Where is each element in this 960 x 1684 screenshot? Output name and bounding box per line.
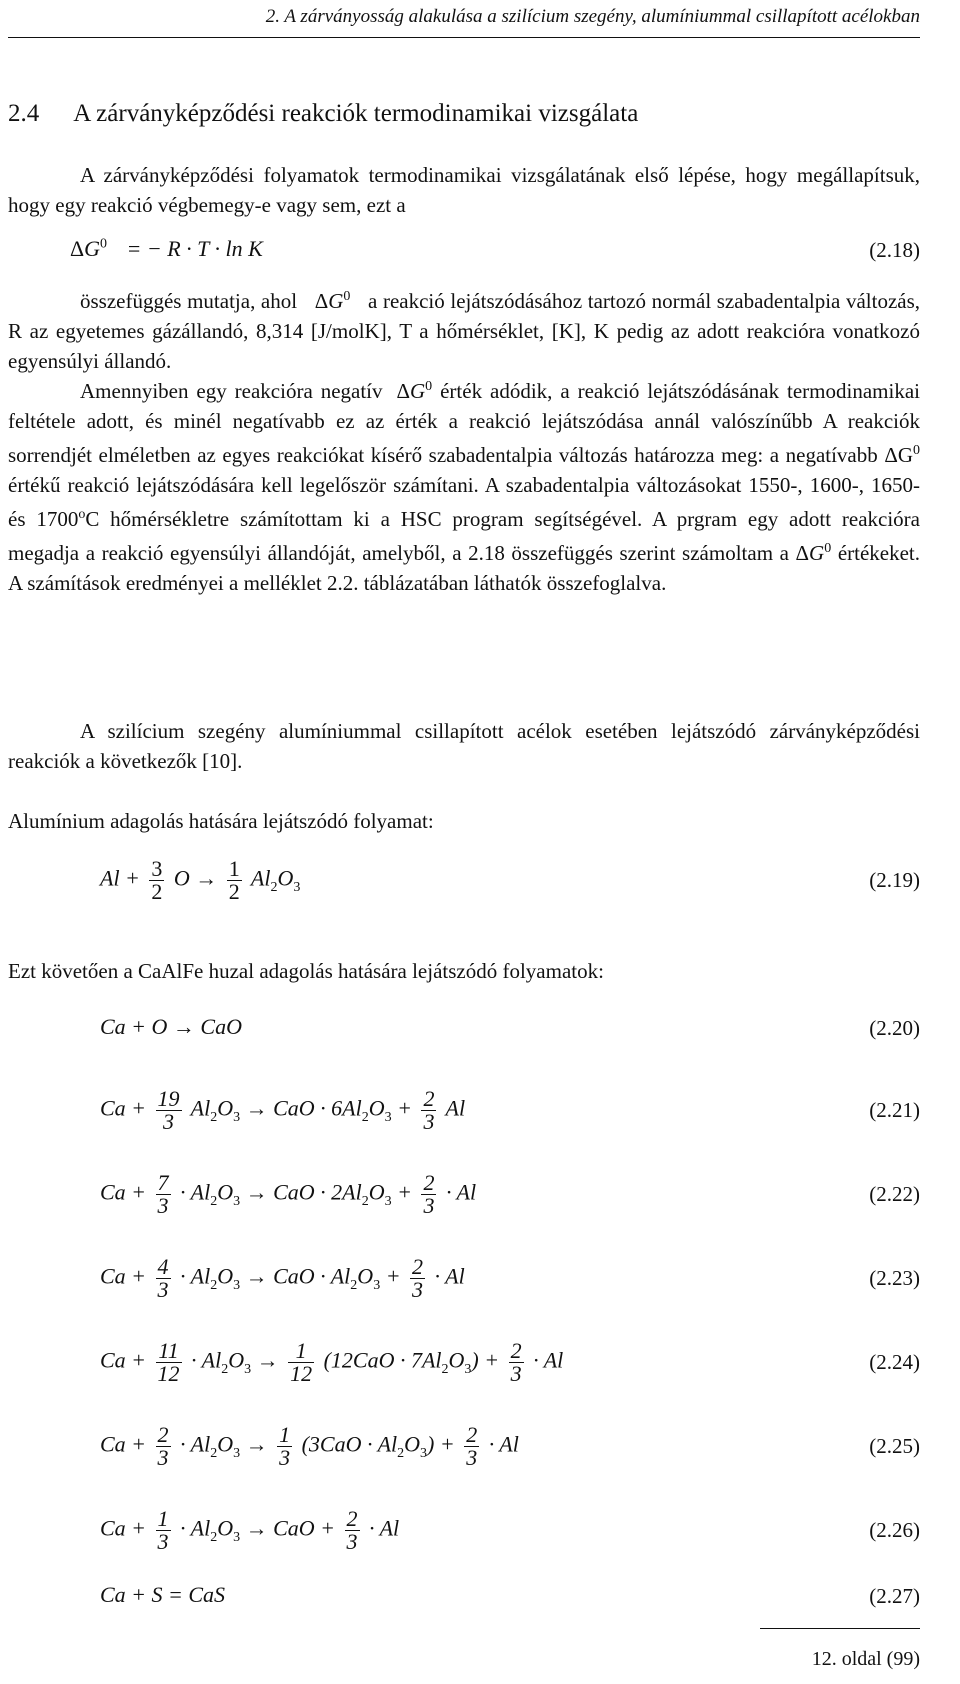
text-run: értékű reakció lejátszódására kell legelőször számítani. A szabadentalpia változásokat 1550-, 1600-, 1650- és 1700 — [8, 473, 920, 531]
equation-number: (2.24) — [869, 1350, 920, 1374]
text-run: érték adódik, a reakció lejátszódásának termodinamikai feltétele adott, és minél negatívabb ez az érték a reakció lejátszódása annál valószínűbb A reakciók sorrendjét elméletben az egyes reakciókat kísérő szabadentalpia változás határozza meg: a negatívabb — [8, 379, 920, 467]
delta-symbol: Δ — [884, 443, 898, 467]
equation-number: (2.23) — [869, 1266, 920, 1290]
equation-number: (2.22) — [869, 1182, 920, 1206]
superscript: 0 — [913, 443, 920, 458]
paragraph-cafe: Ezt követően a CaAlFe huzal adagolás hatására lejátszódó folyamatok: — [8, 959, 604, 983]
section-title: A zárványképződési reakciók termodinamikai vizsgálata — [73, 100, 639, 127]
page-number: 12. oldal (99) — [811, 1648, 920, 1670]
paragraph-aluminium: Alumínium adagolás hatására lejátszódó folyamat: — [8, 809, 434, 833]
running-header: 2. A zárványosság alakulása a szilícium szegény, alumíniummal csillapított acélokban — [265, 6, 920, 27]
g-symbol: G — [897, 443, 913, 467]
paragraph-definition — [8, 282, 920, 376]
paragraph-reactions-intro: A szilícium szegény alumíniummal csillapított acélok esetében lejátszódó zárványképződési reakciók a következők [10]. — [8, 719, 920, 773]
paragraph-criteria — [8, 372, 920, 598]
equation-number: (2.19) — [869, 868, 920, 892]
equation-number: (2.26) — [869, 1518, 920, 1542]
delta-g0 — [315, 289, 351, 313]
eq-rhs: = − R · T · ln K — [126, 236, 263, 261]
paragraph-intro: A zárványképződési folyamatok termodinamikai vizsgálatának első lépése, hogy megállapítsuk, hogy egy reakció végbemegy-e vagy sem, ezt a — [8, 163, 920, 217]
g-symbol: G — [409, 379, 426, 403]
g-symbol: G — [328, 289, 344, 313]
superscript: 0 — [343, 289, 351, 304]
eq-superscript: 0 — [100, 236, 108, 252]
header-divider — [8, 37, 920, 38]
equation-number: (2.21) — [869, 1098, 920, 1122]
text-run: értékeket. A számítások eredményei a melléklet 2.2. táblázatában láthatók összefoglalva. — [8, 541, 921, 595]
equation-number: (2.18) — [869, 238, 920, 262]
superscript: 0 — [425, 379, 433, 394]
text-run: Amennyiben egy reakcióra negatív — [80, 379, 383, 403]
text-run: a reakció lejátszódásához tartozó normál szabadentalpia változás, R az egyetemes gázállandó, 8,314 [J/molK], T a hőmérséklet, [K], K pedig az adott reakcióra vonatkozó egyensúlyi állandó. — [8, 289, 921, 373]
delta-symbol: Δ — [314, 289, 329, 313]
equation-number: (2.27) — [869, 1584, 920, 1608]
delta-g0 — [396, 379, 432, 403]
delta-symbol: Δ — [70, 236, 85, 261]
equation-number: (2.20) — [869, 1016, 920, 1040]
text-run: összefüggés mutatja, ahol — [80, 289, 298, 313]
delta-g0 — [884, 443, 920, 467]
footer-divider — [760, 1628, 920, 1629]
delta-symbol: Δ — [396, 379, 410, 403]
equation-number: (2.25) — [869, 1434, 920, 1458]
g-symbol: G — [809, 541, 825, 565]
superscript: 0 — [824, 541, 832, 556]
delta-g0 — [796, 541, 832, 565]
section-number: 2.4 — [8, 100, 40, 127]
section-heading — [8, 100, 638, 128]
degree-superscript: o — [78, 507, 86, 522]
eq-lhs: G — [84, 236, 101, 261]
delta-symbol: Δ — [795, 541, 810, 565]
text-run: C hőmérsékletre számítottam ki a HSC program segítségével. A prgram egy adott reakcióra megadja a reakció egyensúlyi állandóját, amelyből, a 2.18 összefüggés szerint számoltam a — [8, 507, 920, 565]
